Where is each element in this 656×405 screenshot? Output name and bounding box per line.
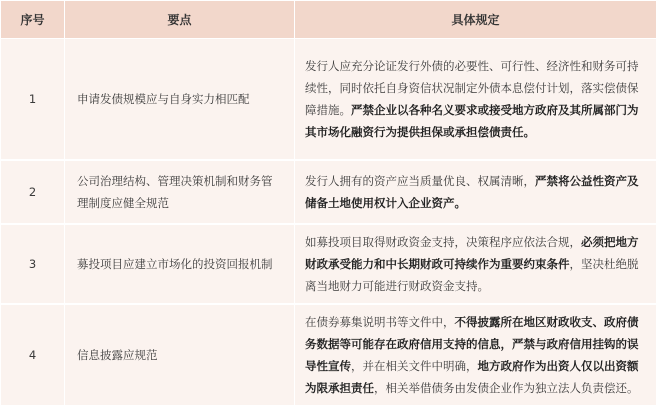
rule-segment: 如募投项目取得财政资金支持，决策程序应依法合规，	[305, 234, 581, 249]
rule-segment-bold: 不得披露所在地区财政收支、政府债务数据等可能存在政府信用支持的信息，严禁与政府信用挂钩的误导性宣传	[305, 314, 639, 373]
header-no: 序号	[1, 1, 65, 39]
row-point: 申请发债规模应与自身实力相匹配	[65, 39, 295, 160]
rule-segment: 发行人拥有的资产应当质量优良、权属清晰，	[305, 173, 535, 188]
row-rule	[295, 304, 656, 405]
table-row	[1, 304, 656, 405]
rule-segment: ，相关举借债务由发债企业作为独立法人负责偿还。	[374, 380, 639, 395]
row-point: 公司治理结构、管理决策机制和财务管理制度应健全规范	[65, 160, 295, 224]
table-header-row	[1, 1, 656, 39]
row-point: 募投项目应建立市场化的投资回报机制	[65, 224, 295, 304]
row-number: 3	[1, 224, 65, 304]
table-row	[1, 39, 656, 160]
row-point: 信息披露应规范	[65, 304, 295, 405]
rule-segment: ，并在相关文件中明确，	[351, 358, 478, 373]
rule-segment-bold: 严禁企业以各种名义要求或接受地方政府及其所属部门为其市场化融资行为提供担保或承担偿债责任。	[305, 102, 639, 139]
header-rule: 具体规定	[295, 1, 656, 39]
row-number: 2	[1, 160, 65, 224]
rule-segment: 发行人应充分论证发行外债的必要性、可行性、经济性和财务可持续性，同时依托自身资信状况制定外债本息偿付计划，落实偿债保障措施。	[305, 58, 639, 117]
row-rule	[295, 39, 656, 160]
rule-segment-bold: 必须把地方财政承受能力和中长期财政可持续作为重要约束条件	[305, 234, 639, 271]
rule-segment-bold: 严禁将公益性资产及储备土地使用权计入企业资产。	[305, 173, 639, 210]
row-rule	[295, 224, 656, 304]
rule-segment-bold: 地方政府作为出资人仅以出资额为限承担责任	[305, 358, 639, 395]
table-row	[1, 224, 656, 304]
rule-segment: ，坚决杜绝脱离当地财力可能进行财政资金支持。	[305, 256, 639, 293]
header-point: 要点	[65, 1, 295, 39]
row-number: 4	[1, 304, 65, 405]
table-row	[1, 160, 656, 224]
row-number: 1	[1, 39, 65, 160]
rule-segment: 在债券募集说明书等文件中，	[305, 314, 455, 329]
row-rule	[295, 160, 656, 224]
